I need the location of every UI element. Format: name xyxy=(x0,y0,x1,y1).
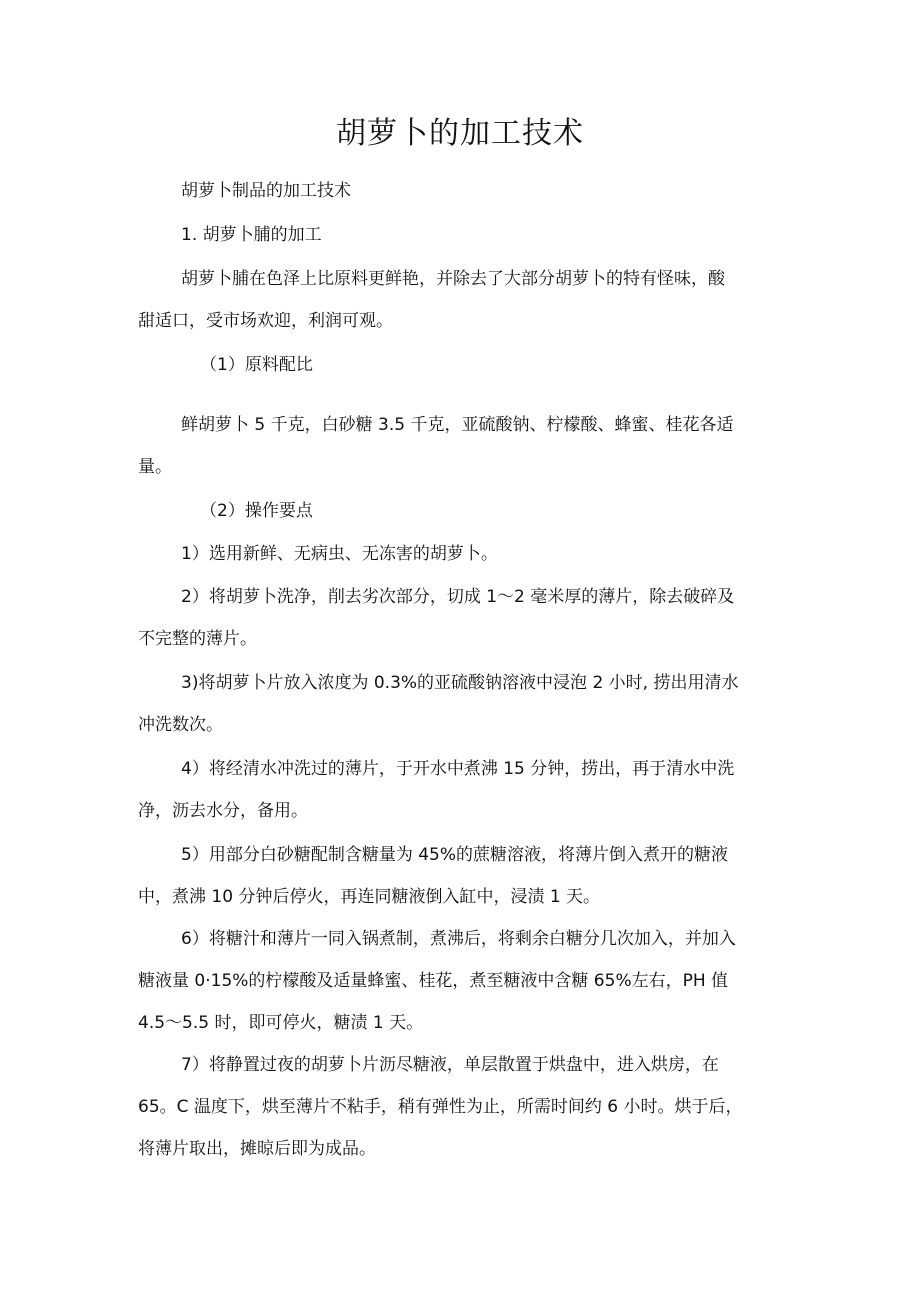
step-5-line-1: 5）用部分白砂糖配制含糖量为 45%的蔗糖溶液，将薄片倒入煮开的糖液 xyxy=(181,845,729,865)
intro-line-2: 甜适口，受市场欢迎，利润可观。 xyxy=(138,311,393,331)
step-4-line-1: 4）将经清水冲洗过的薄片，于开水中煮沸 15 分钟，捞出，再于清水中洗 xyxy=(181,759,735,779)
step-2-line-1: 2）将胡萝卜洗净，削去劣次部分，切成 1～2 毫米厚的薄片，除去破碎及 xyxy=(181,587,735,607)
ingredients-paragraph xyxy=(138,404,788,488)
document-title: 胡萝卜的加工技术 xyxy=(336,116,584,151)
step-7-line-1: 7）将静置过夜的胡萝卜片沥尽糖液，单层散置于烘盘中，进入烘房，在 xyxy=(181,1055,719,1075)
step-7-line-3: 将薄片取出，摊晾后即为成品。 xyxy=(138,1139,376,1159)
step-7 xyxy=(138,1044,788,1170)
ingredients-line-2: 量。 xyxy=(138,457,172,477)
step-5-line-2: 中，煮沸 10 分钟后停火，再连同糖液倒入缸中，浸渍 1 天。 xyxy=(138,887,601,907)
subtitle: 胡萝卜制品的加工技术 xyxy=(181,181,351,201)
step-6 xyxy=(138,918,788,1044)
step-3-line-1: 3)将胡萝卜片放入浓度为 0.3%的亚硫酸钠溶液中浸泡 2 小时, 捞出用清水 xyxy=(181,673,739,693)
step-5 xyxy=(138,834,788,918)
section-heading: 1. 胡萝卜脯的加工 xyxy=(181,225,322,245)
step-2 xyxy=(138,576,788,660)
step-3 xyxy=(138,662,788,746)
step-6-line-2: 糖液量 0·15%的柠檬酸及适量蜂蜜、桂花，煮至糖液中含糖 65%左右，PH 值 xyxy=(138,971,729,991)
step-6-line-1: 6）将糖汁和薄片一同入锅煮制，煮沸后，将剩余白糖分几次加入，并加入 xyxy=(181,929,736,949)
step-1: 1）选用新鲜、无病虫、无冻害的胡萝卜。 xyxy=(181,544,498,564)
intro-paragraph xyxy=(138,258,788,342)
step-7-line-2: 65。C 温度下，烘至薄片不粘手，稍有弹性为止，所需时间约 6 小时。烘于后， xyxy=(138,1097,743,1117)
step-4 xyxy=(138,748,788,832)
intro-line-1: 胡萝卜脯在色泽上比原料更鲜艳，并除去了大部分胡萝卜的特有怪味，酸 xyxy=(181,269,725,289)
subheading-ingredients: （1）原料配比 xyxy=(200,355,313,375)
ingredients-line-1: 鲜胡萝卜 5 千克，白砂糖 3.5 千克，亚硫酸钠、柠檬酸、蜂蜜、桂花各适 xyxy=(181,415,734,435)
step-4-line-2: 净，沥去水分，备用。 xyxy=(138,801,308,821)
subheading-operations: （2）操作要点 xyxy=(200,501,313,521)
step-3-line-2: 冲洗数次。 xyxy=(138,715,223,735)
step-2-line-2: 不完整的薄片。 xyxy=(138,629,257,649)
step-6-line-3: 4.5～5.5 时，即可停火，糖渍 1 天。 xyxy=(138,1013,424,1033)
